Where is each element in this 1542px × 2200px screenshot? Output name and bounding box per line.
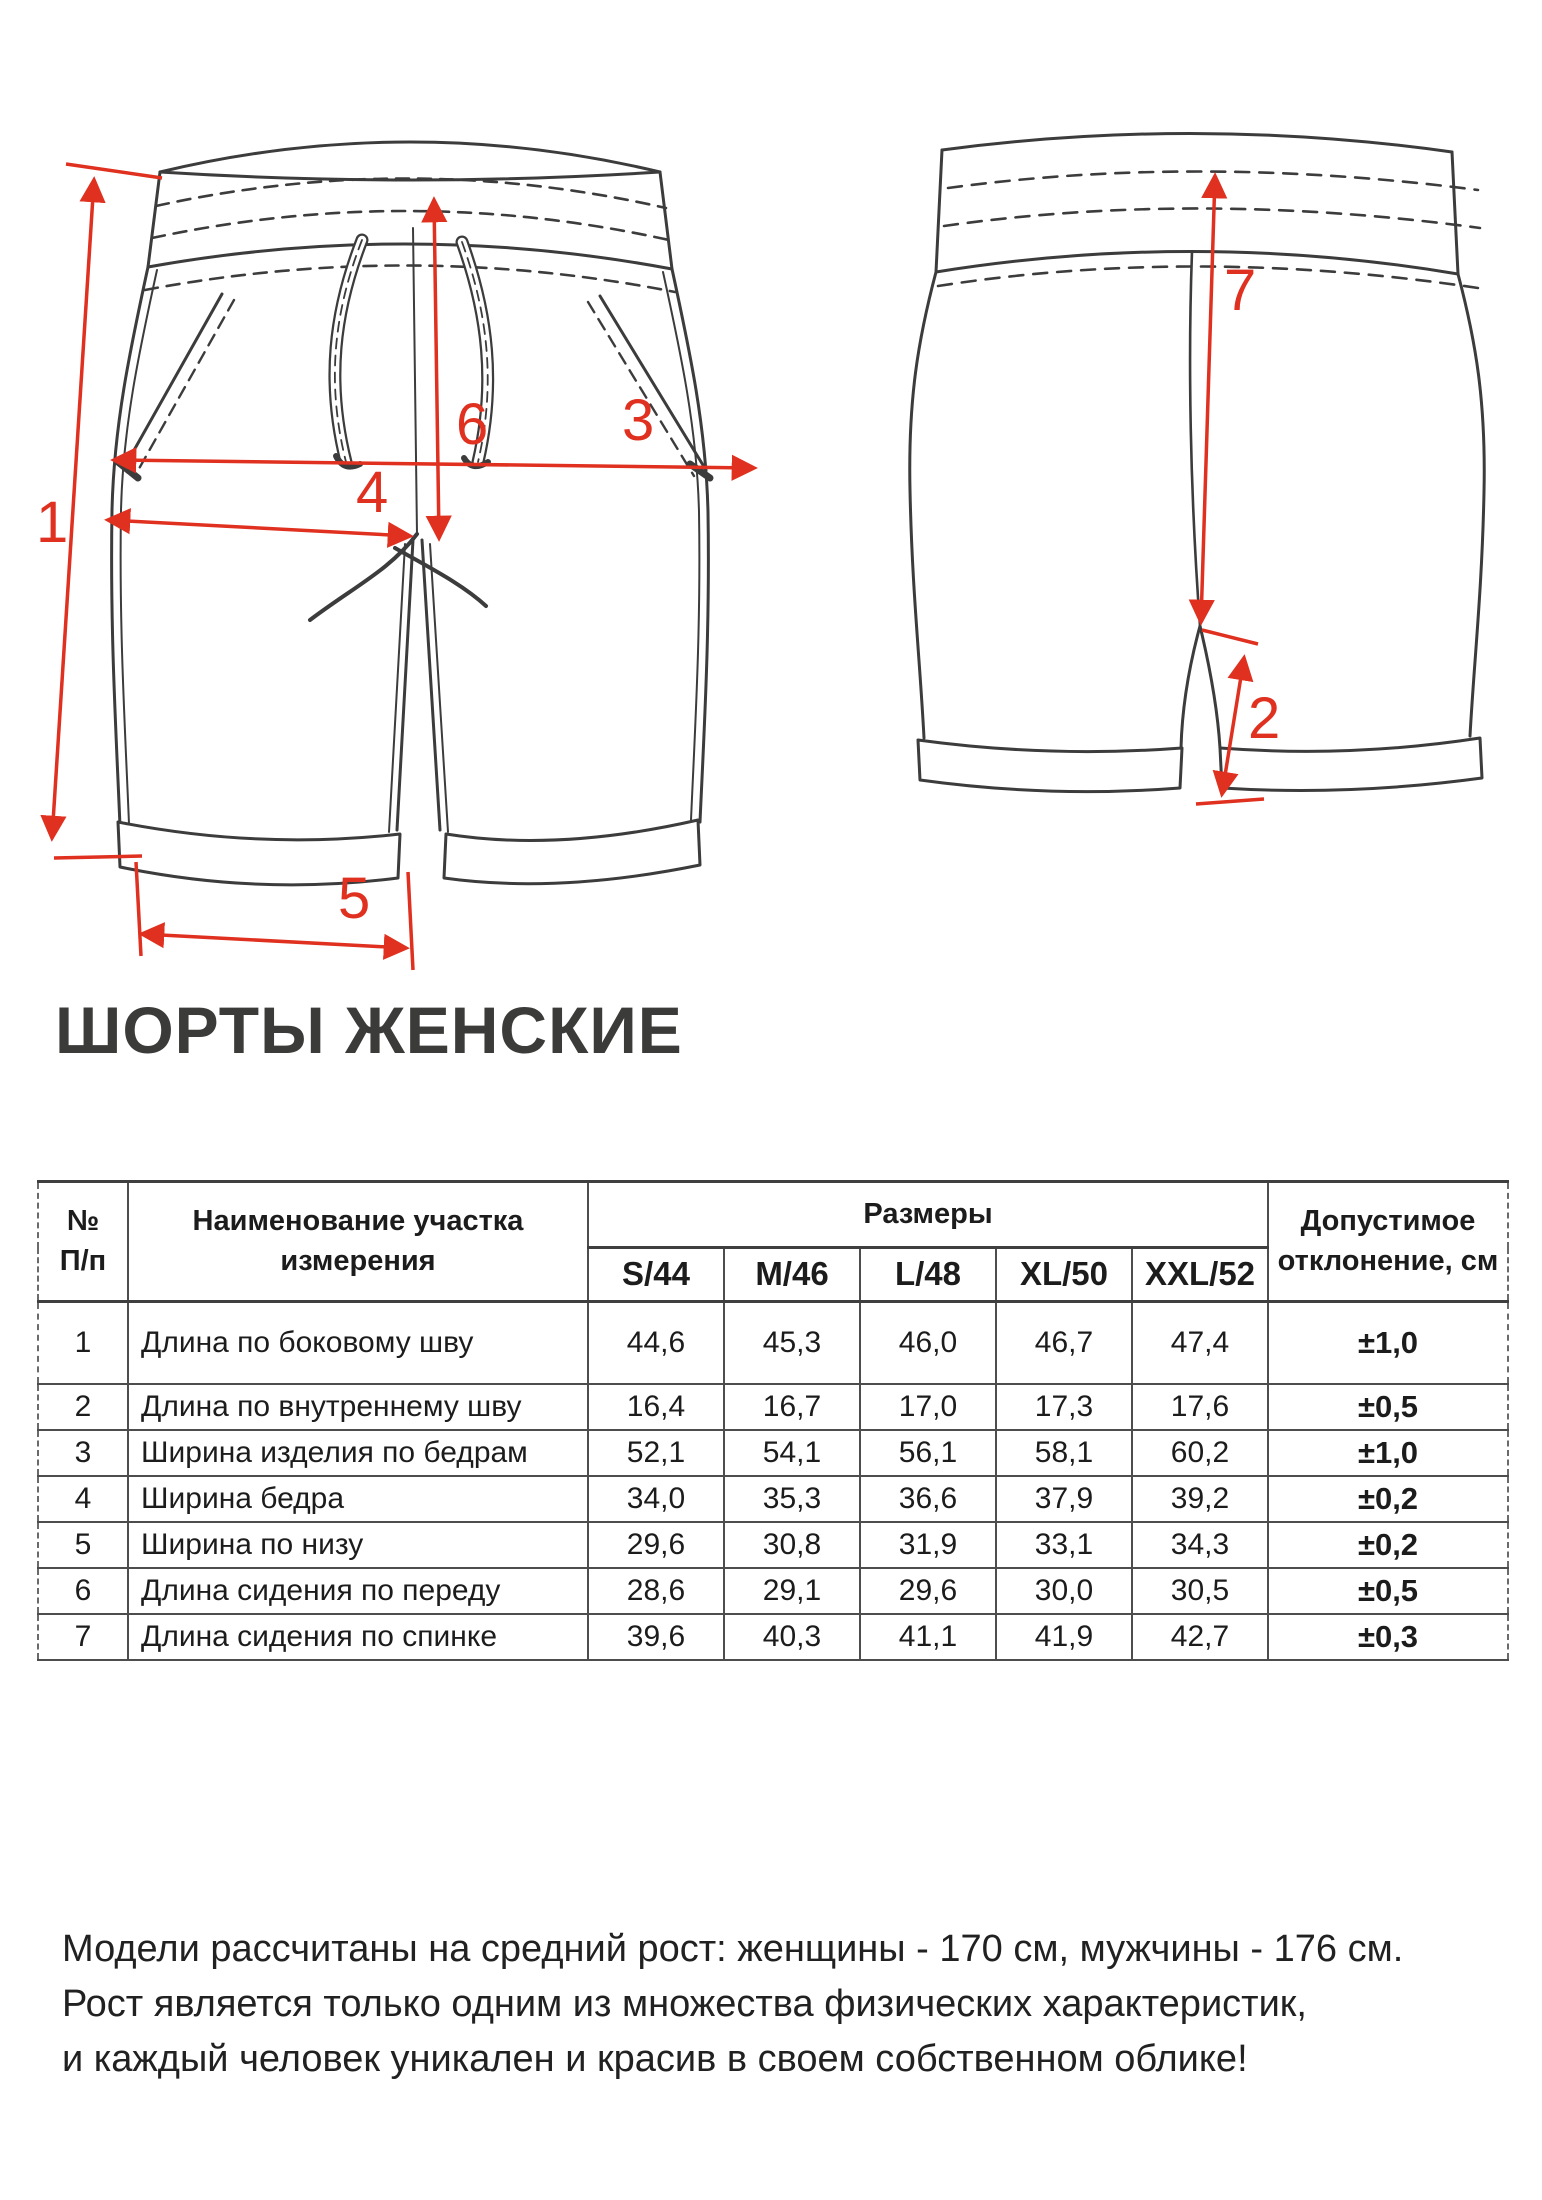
value-xl50: 17,3: [996, 1384, 1132, 1430]
value-m46: 30,8: [724, 1522, 860, 1568]
shorts-front-view-drawing: [10, 70, 800, 980]
page-title: ШОРТЫ ЖЕНСКИЕ: [55, 993, 683, 1067]
table-row: [38, 1522, 1508, 1568]
value-m46: 29,1: [724, 1568, 860, 1614]
drawstring-left: [335, 240, 362, 467]
row-number: 7: [38, 1614, 128, 1660]
tolerance-value: ±0,3: [1268, 1614, 1508, 1660]
tolerance-value: ±1,0: [1268, 1302, 1508, 1384]
footnote-line-3: и каждый человек уникален и красив в своем собственном облике!: [62, 2038, 1248, 2080]
dim-label-3: 3: [622, 388, 655, 453]
row-number: 3: [38, 1430, 128, 1476]
header-tolerance: [1268, 1182, 1508, 1302]
table-row: [38, 1430, 1508, 1476]
header-size-xl50: XL/50: [996, 1248, 1132, 1302]
dim-label-2: 2: [1248, 686, 1281, 751]
measurement-name: Длина по внутреннему шву: [128, 1384, 588, 1430]
measurement-name: Ширина бедра: [128, 1476, 588, 1522]
measure-arrow-5: [142, 934, 406, 948]
header-sizes-group: Размеры: [588, 1182, 1268, 1248]
header-name-line2: измерения: [280, 1244, 436, 1277]
measure-arrow-6: [434, 200, 439, 538]
table-row: [38, 1568, 1508, 1614]
value-xl50: 33,1: [996, 1522, 1132, 1568]
measurement-name: Длина сидения по переду: [128, 1568, 588, 1614]
value-l48: 56,1: [860, 1430, 996, 1476]
value-s44: 52,1: [588, 1430, 724, 1476]
header-num-line2: П/п: [59, 1244, 107, 1277]
header-tol-line1: Допустимое: [1300, 1205, 1476, 1238]
value-l48: 31,9: [860, 1522, 996, 1568]
front-shorts-outline: [112, 142, 710, 885]
value-xxl52: 39,2: [1132, 1476, 1268, 1522]
value-xxl52: 34,3: [1132, 1522, 1268, 1568]
measurement-name: Длина по боковому шву: [128, 1302, 588, 1384]
table-row: [38, 1476, 1508, 1522]
footnote-text: [62, 1922, 1403, 2087]
row-number: 4: [38, 1476, 128, 1522]
size-table-body: [38, 1302, 1508, 1660]
row-number: 1: [38, 1302, 128, 1384]
table-row: [38, 1302, 1508, 1384]
value-l48: 36,6: [860, 1476, 996, 1522]
dim-label-1: 1: [36, 490, 69, 555]
measurement-name: Ширина изделия по бедрам: [128, 1430, 588, 1476]
header-size-m46: M/46: [724, 1248, 860, 1302]
tolerance-value: ±0,2: [1268, 1476, 1508, 1522]
row-number: 2: [38, 1384, 128, 1430]
value-xl50: 58,1: [996, 1430, 1132, 1476]
header-size-s44: S/44: [588, 1248, 724, 1302]
measure-arrow-7: [1201, 176, 1215, 622]
value-l48: 46,0: [860, 1302, 996, 1384]
header-size-xxl52: XXL/52: [1132, 1248, 1268, 1302]
header-row-number: [38, 1182, 128, 1302]
footnote-line-1: Модели рассчитаны на средний рост: женщины - 170 см, мужчины - 176 см.: [62, 1928, 1404, 1970]
tolerance-value: ±1,0: [1268, 1430, 1508, 1476]
value-m46: 16,7: [724, 1384, 860, 1430]
measurement-name: Длина сидения по спинке: [128, 1614, 588, 1660]
value-xxl52: 30,5: [1132, 1568, 1268, 1614]
value-s44: 34,0: [588, 1476, 724, 1522]
measure-arrow-3: [114, 460, 754, 468]
table-row: [38, 1384, 1508, 1430]
value-xxl52: 17,6: [1132, 1384, 1268, 1430]
tolerance-value: ±0,5: [1268, 1568, 1508, 1614]
header-size-l48: L/48: [860, 1248, 996, 1302]
header-measurement-name: [128, 1182, 588, 1302]
table-header-row-1: [38, 1182, 1508, 1248]
value-l48: 29,6: [860, 1568, 996, 1614]
tolerance-value: ±0,5: [1268, 1384, 1508, 1430]
dim-label-5: 5: [338, 866, 371, 931]
table-row: [38, 1614, 1508, 1660]
dim-label-6: 6: [456, 392, 489, 457]
value-s44: 28,6: [588, 1568, 724, 1614]
value-xl50: 46,7: [996, 1302, 1132, 1384]
value-s44: 29,6: [588, 1522, 724, 1568]
value-s44: 44,6: [588, 1302, 724, 1384]
shorts-back-view-drawing: [830, 70, 1490, 820]
value-m46: 45,3: [724, 1302, 860, 1384]
back-shorts-outline: [910, 133, 1485, 791]
value-xxl52: 60,2: [1132, 1430, 1268, 1476]
size-table-container: [37, 1180, 1509, 1661]
dim-label-4: 4: [356, 460, 389, 525]
value-m46: 35,3: [724, 1476, 860, 1522]
value-s44: 16,4: [588, 1384, 724, 1430]
value-xxl52: 42,7: [1132, 1614, 1268, 1660]
value-l48: 17,0: [860, 1384, 996, 1430]
value-m46: 54,1: [724, 1430, 860, 1476]
tolerance-value: ±0,2: [1268, 1522, 1508, 1568]
value-xl50: 37,9: [996, 1476, 1132, 1522]
value-xl50: 41,9: [996, 1614, 1132, 1660]
row-number: 6: [38, 1568, 128, 1614]
value-s44: 39,6: [588, 1614, 724, 1660]
value-l48: 41,1: [860, 1614, 996, 1660]
header-num-line1: №: [66, 1205, 100, 1238]
header-tol-line2: отклонение, см: [1277, 1244, 1499, 1277]
measurement-name: Ширина по низу: [128, 1522, 588, 1568]
value-xxl52: 47,4: [1132, 1302, 1268, 1384]
footnote-line-2: Рост является только одним из множества физических характеристик,: [62, 1983, 1307, 2025]
dim-label-7: 7: [1224, 258, 1257, 323]
row-number: 5: [38, 1522, 128, 1568]
value-xl50: 30,0: [996, 1568, 1132, 1614]
size-table: [37, 1180, 1509, 1661]
header-name-line1: Наименование участка: [192, 1205, 524, 1238]
value-m46: 40,3: [724, 1614, 860, 1660]
